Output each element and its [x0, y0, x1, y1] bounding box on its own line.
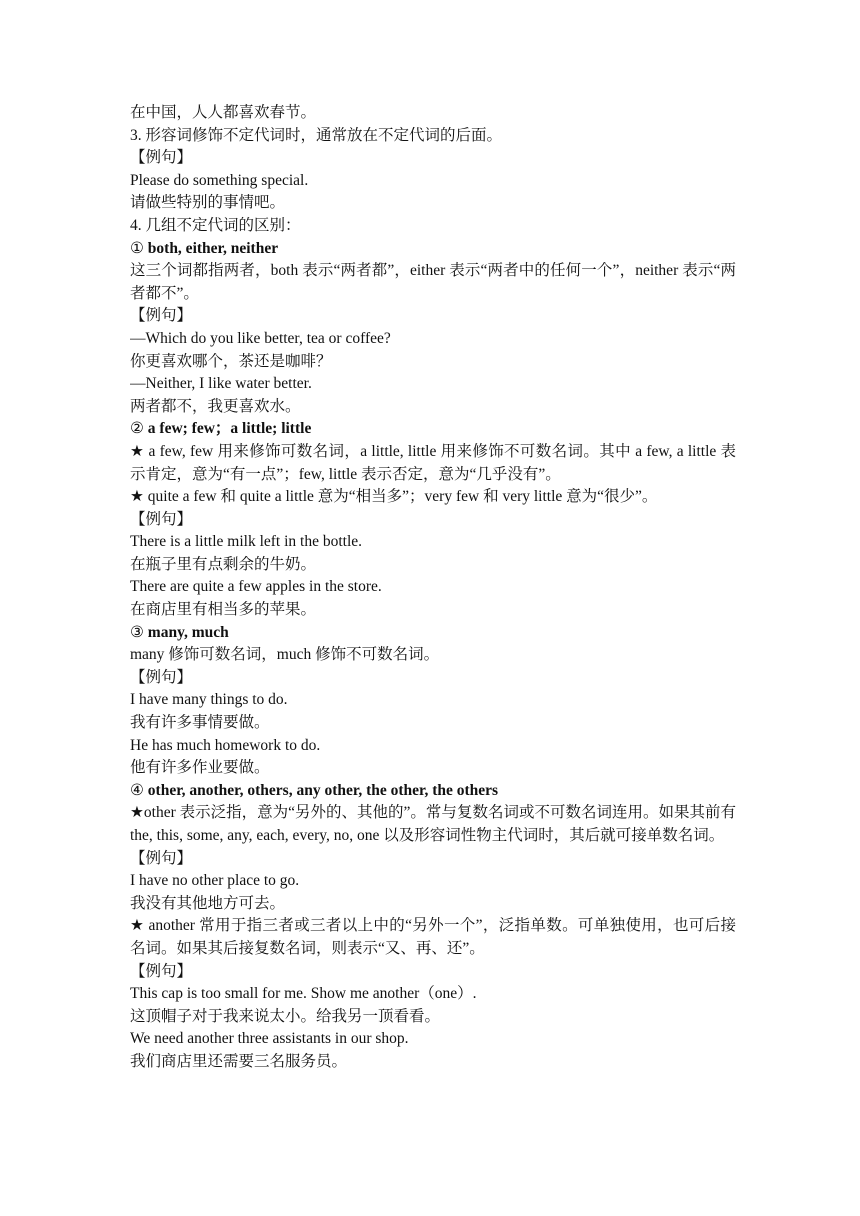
line-text: This cap is too small for me. Show me another（one）. [130, 985, 477, 1003]
text-line [130, 351, 736, 374]
text-line [130, 848, 736, 871]
section-heading [130, 418, 736, 441]
line-text: Please do something special. [130, 171, 309, 189]
list-marker: ④ [130, 781, 148, 799]
line-text: many, much [147, 623, 229, 641]
section-heading [130, 780, 736, 803]
text-line [130, 305, 736, 328]
text-line [130, 125, 736, 148]
document-body [130, 102, 736, 1074]
line-text: 3. 形容词修饰不定代词时，通常放在不定代词的后面。 [130, 126, 503, 144]
line-text: a few; few；a little; little [147, 420, 312, 438]
text-line [130, 147, 736, 170]
line-text: ★ another 常用于指三者或三者以上中的“另外一个”，泛指单数。可单独使用，也可后接名词。如果其后接复数名词，则表示“又、再、还”。 [130, 917, 736, 957]
text-line [130, 215, 736, 238]
text-line [130, 260, 736, 305]
line-text: 请做些特别的事情吧。 [130, 194, 286, 212]
list-marker: ③ [130, 623, 148, 641]
line-text: 你更喜欢哪个，茶还是咖啡？ [130, 352, 332, 370]
line-text: There is a little milk left in the bottle. [130, 533, 363, 551]
text-line [130, 396, 736, 419]
line-text: 我们商店里还需要三名服务员。 [130, 1052, 348, 1070]
text-line [130, 689, 736, 712]
line-text: 在商店里有相当多的苹果。 [130, 601, 317, 619]
section-heading [130, 622, 736, 645]
text-line [130, 961, 736, 984]
line-text: 【例句】 [130, 307, 193, 325]
line-text: ★ a few, few 用来修饰可数名词，a little, little 用来修饰不可数名词。其中 a few, a little 表示肯定，意为“有一点”；few, little 表示否定，意为“几乎没有”。 [130, 442, 736, 483]
line-text: 他有许多作业要做。 [130, 759, 270, 777]
line-text: 两者都不，我更喜欢水。 [130, 397, 301, 415]
text-line [130, 712, 736, 735]
line-text: ★ quite a few 和 quite a little 意为“相当多”；very few 和 very little 意为“很少”。 [130, 488, 658, 506]
text-line [130, 486, 736, 509]
text-line [130, 1051, 736, 1074]
text-line [130, 1028, 736, 1051]
line-text: He has much homework to do. [130, 736, 321, 754]
line-text: There are quite a few apples in the store. [130, 578, 382, 596]
line-text: both, either, neither [147, 239, 279, 257]
list-marker: ① [130, 239, 148, 257]
line-text: —Which do you like better, tea or coffee? [130, 329, 391, 347]
text-line [130, 102, 736, 125]
text-line [130, 576, 736, 599]
text-line [130, 915, 736, 960]
text-line [130, 1006, 736, 1029]
line-text: 这顶帽子对于我来说太小。给我另一顶看看。 [130, 1007, 441, 1025]
text-line [130, 170, 736, 193]
line-text: 【例句】 [130, 849, 193, 867]
section-heading [130, 238, 736, 261]
line-text: —Neither, I like water better. [130, 375, 312, 393]
line-text: 我有许多事情要做。 [130, 714, 270, 732]
line-text: 【例句】 [130, 510, 193, 528]
line-text: ★other 表示泛指，意为“另外的、其他的”。常与复数名词或不可数名词连用。如果其前有 the, this, some, any, each, every, no, one 以及形容词性物主代词时，其后就可接单数名词。 [130, 804, 736, 844]
line-text: I have many things to do. [130, 691, 288, 709]
text-line [130, 531, 736, 554]
list-marker: ② [130, 420, 148, 438]
line-text: 我没有其他地方可去。 [130, 894, 286, 912]
text-line [130, 893, 736, 916]
text-line [130, 441, 736, 486]
text-line [130, 667, 736, 690]
text-line [130, 644, 736, 667]
text-line [130, 509, 736, 532]
line-text: other, another, others, any other, the other, the others [147, 781, 499, 799]
line-text: 【例句】 [130, 668, 193, 686]
line-text: I have no other place to go. [130, 872, 300, 890]
line-text: 在瓶子里有点剩余的牛奶。 [130, 555, 317, 573]
line-text: 在中国，人人都喜欢春节。 [130, 104, 317, 121]
line-text: We need another three assistants in our shop. [130, 1030, 409, 1048]
text-line [130, 757, 736, 780]
text-line [130, 983, 736, 1006]
text-line [130, 802, 736, 847]
text-line [130, 373, 736, 396]
line-text: 这三个词都指两者，both 表示“两者都”，either 表示“两者中的任何一个”，neither 表示“两者都不”。 [130, 262, 736, 302]
text-line [130, 735, 736, 758]
line-text: many 修饰可数名词，much 修饰不可数名词。 [130, 646, 440, 664]
line-text: 【例句】 [130, 149, 193, 167]
text-line [130, 328, 736, 351]
line-text: 【例句】 [130, 962, 193, 980]
text-line [130, 599, 736, 622]
line-text: 4. 几组不定代词的区别： [130, 216, 301, 234]
text-line [130, 554, 736, 577]
text-line [130, 870, 736, 893]
text-line [130, 192, 736, 215]
